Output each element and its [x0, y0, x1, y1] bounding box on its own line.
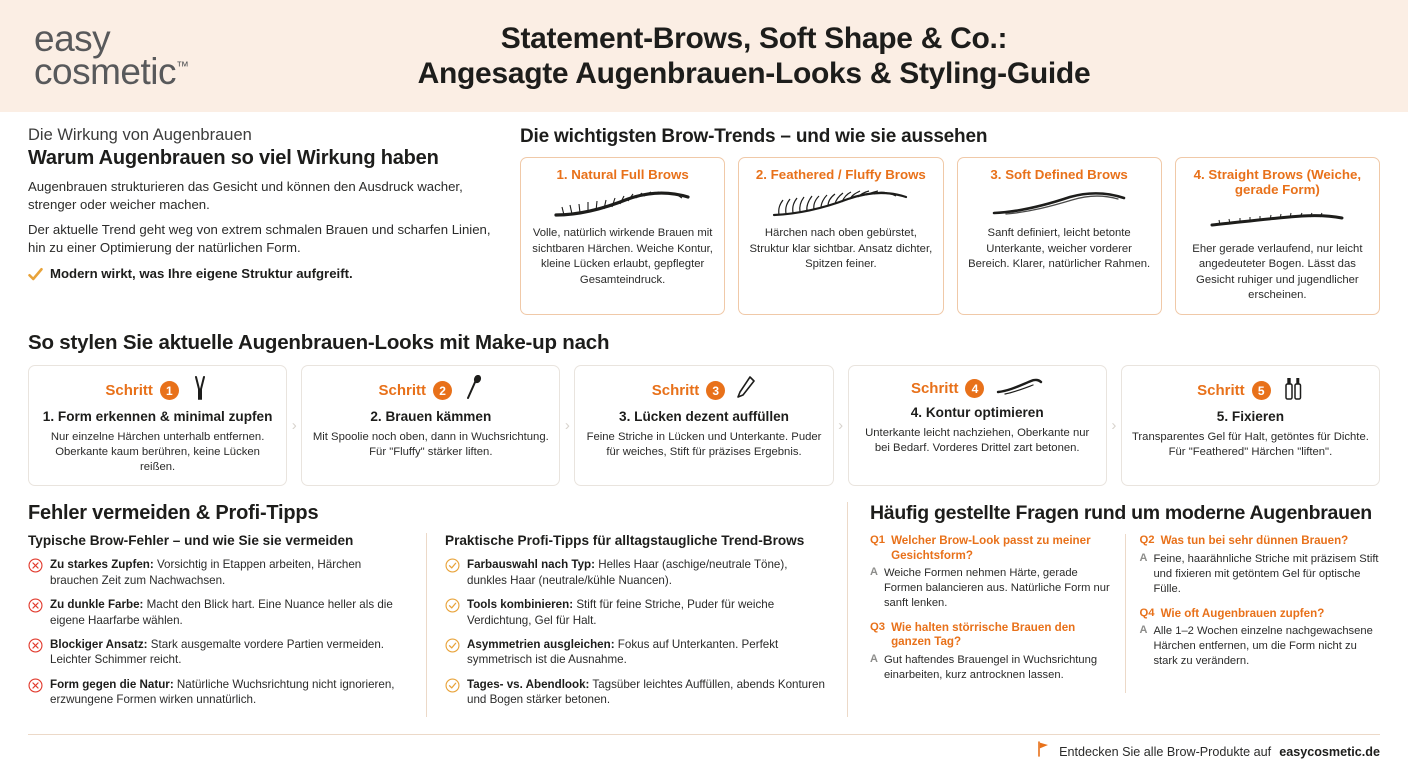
tip-rest: Fokus auf Unterkanten. Perfekt symmetrisch ist die Ausnahme.	[467, 637, 779, 667]
faq-answer-tag: A	[1139, 551, 1148, 564]
logo-line-2: cosmetic™	[34, 51, 189, 92]
faq-question-text: Wie halten störrische Brauen den ganzen Tag?	[891, 620, 1076, 649]
mistake-rest: Macht den Blick hart. Eine Nuance heller als die eigene Haarfarbe wählen.	[50, 598, 393, 627]
tip-lead: Farbauswahl nach Typ:	[467, 558, 595, 572]
step-number-badge: 5	[1252, 381, 1271, 400]
faq-question-text: Welcher Brow-Look passt zu meiner Gesichtsform?	[891, 534, 1091, 562]
mistake-rest: Vorsichtig in Etappen arbeiten, Härchen brauchen Zeit zum Nachwachsen.	[50, 558, 362, 587]
footer-text: Entdecken Sie alle Brow-Produkte auf	[1059, 744, 1272, 759]
faq-question-tag: Q2	[1139, 534, 1155, 547]
step-header	[105, 375, 210, 406]
step-word: Schritt	[910, 380, 959, 398]
step-desc: Transparentes Gel für Halt, getöntes für Dichte. Für "Feathered" Härchen "liften".	[1131, 430, 1369, 458]
tip-lead: Asymmetrien ausgleichen:	[467, 637, 615, 651]
mistake-item	[28, 557, 408, 588]
mistake-lead: Form gegen die Natur:	[50, 677, 174, 691]
page-footer	[28, 734, 1380, 768]
mistake-lead: Zu dunkle Farbe:	[50, 598, 144, 612]
step-desc: Unterkante leicht nachziehen, Oberkante nur bei Bedarf. Vorderes Drittel zart betonen.	[865, 426, 1090, 454]
step-number-badge: 4	[965, 379, 984, 398]
mistake-item	[28, 597, 408, 628]
page-title	[278, 21, 1380, 92]
step-title: 3. Lücken dezent auffüllen	[619, 409, 789, 425]
title-line-2: Angesagte Augenbrauen-Looks & Styling-Guide	[417, 57, 1091, 90]
step-number-badge: 2	[433, 381, 452, 400]
page-header	[0, 0, 1408, 112]
faq-question-tag: Q4	[1139, 606, 1155, 619]
intro-paragraph-1: Augenbrauen strukturieren das Gesicht und können den Ausdruck wacher, strenger oder weicher machen.	[28, 179, 463, 212]
trend-card-title: 4. Straight Brows (Weiche, gerade Form)	[1193, 167, 1362, 198]
faq-question-tag: Q3	[870, 620, 886, 633]
trend-card-title: 2. Feathered / Fluffy Brows	[755, 167, 926, 182]
intro-highlight-text: Modern wirkt, was Ihre eigene Struktur aufgreift.	[50, 266, 353, 282]
tweezers-icon	[190, 375, 210, 406]
tips-column	[427, 533, 825, 716]
brow-shape-icon	[995, 375, 1043, 402]
title-line-1: Statement-Brows, Soft Shape & Co.:	[500, 21, 1008, 55]
check-circle-icon	[445, 558, 460, 578]
step-arrow-icon: ›	[291, 417, 297, 435]
step-word: Schritt	[105, 382, 153, 400]
step-desc: Nur einzelne Härchen unterhalb entfernen. Oberkante kaum berühren, keine Lücken reißen.	[50, 430, 265, 474]
faq-answer-tag: A	[870, 566, 878, 579]
step-desc: Feine Striche in Lücken und Unterkante. Puder für weiches, Stift für präzises Ergebnis.	[586, 430, 822, 458]
faq-answer-text: Gut haftendes Brauengel in Wuchsrichtung einarbeiten, kurz antrocknen lassen.	[883, 653, 1098, 681]
faq-item	[1140, 607, 1381, 669]
logo-line-1: easy	[34, 18, 111, 60]
step-word: Schritt	[378, 382, 427, 400]
trend-card	[1175, 157, 1380, 315]
tip-item	[445, 677, 825, 708]
mistake-item	[28, 637, 408, 668]
step-arrow-icon: ›	[1111, 417, 1117, 435]
faq-item	[870, 621, 1111, 683]
step-header	[379, 375, 484, 406]
step-arrow-icon: ›	[564, 417, 570, 435]
intro-highlight	[28, 266, 494, 287]
faq-grid	[870, 534, 1380, 692]
mistake-item	[28, 677, 408, 708]
mistakes-column-title: Typische Brow-Fehler – und wie Sie sie vermeiden	[28, 533, 354, 549]
steps-title: So stylen Sie aktuelle Augenbrauen-Looks mit Make-up nach	[28, 331, 610, 355]
feathered-fluffy-brow-icon	[766, 184, 916, 226]
step-word: Schritt	[651, 382, 700, 400]
mistake-lead: Zu starkes Zupfen:	[50, 558, 154, 572]
faq-answer-text: Feine, haarähnliche Striche mit präzisem Stift und fixieren mit getöntem Gel für optische Fülle.	[1153, 552, 1379, 595]
mistake-rest: Stark ausgemalte vordere Partien vermeiden. Leichter Schimmer reicht.	[50, 637, 385, 667]
step-title: 2. Brauen kämmen	[370, 409, 492, 425]
intro-block	[28, 126, 494, 315]
trademark-symbol: ™	[175, 58, 189, 74]
trend-card-title: 1. Natural Full Brows	[556, 167, 689, 182]
tip-lead: Tools kombinieren:	[467, 598, 574, 612]
faq-column-left	[870, 534, 1126, 692]
step-card-1	[28, 365, 287, 486]
trend-card-desc: Sanft definiert, leicht betonte Unterkante, weicher vorderer Bereich. Klarer, natürlicher Rahmen.	[968, 227, 1151, 271]
trend-card-desc: Volle, natürlich wirkende Brauen mit sichtbaren Härchen. Weiche Kontur, kleine Lücken erlaubt, gepflegter Gesamteindruck.	[532, 227, 713, 286]
step-header	[1197, 375, 1304, 406]
tip-item	[445, 557, 825, 588]
faq-item	[1140, 534, 1381, 596]
trend-card-desc: Eher gerade verlaufend, nur leicht angedeuteter Bogen. Lässt das Gesicht ruhiger und jugendlicher erscheinen.	[1192, 242, 1363, 301]
faq-answer-tag: A	[1139, 623, 1148, 636]
faq-question-text: Was tun bei sehr dünnen Brauen?	[1160, 534, 1349, 548]
step-number-badge: 3	[706, 381, 725, 400]
faq-answer-text: Alle 1–2 Wochen einzelne nachgewachsene Härchen entfernen, um die Form nicht zu stark zu verändern.	[1153, 624, 1373, 667]
tip-item	[445, 637, 825, 668]
tips-column-title: Praktische Profi-Tipps für alltagstaugliche Trend-Brows	[445, 533, 805, 549]
intro-title: Warum Augenbrauen so viel Wirkung haben	[28, 147, 439, 169]
faq-question-text: Wie oft Augenbrauen zupfen?	[1160, 606, 1325, 620]
tip-rest: Helles Haar (aschige/neutrale Töne), dunkles Haar (neutrale/kühle Nuancen).	[467, 558, 788, 587]
cross-circle-icon	[28, 678, 43, 698]
faq-block	[848, 502, 1380, 716]
trend-card	[957, 157, 1162, 315]
cross-circle-icon	[28, 558, 43, 578]
brow-gel-icon	[1282, 375, 1304, 406]
tip-rest: Tagsüber leichtes Auffüllen, abends Konturen und Bogen stärker betonen.	[467, 677, 825, 707]
brow-pencil-icon	[736, 375, 756, 406]
faq-column-right	[1126, 534, 1381, 692]
footer-brand-link[interactable]: easycosmetic.de	[1279, 744, 1380, 759]
trends-title: Die wichtigsten Brow-Trends – und wie sie aussehen	[520, 126, 988, 147]
brand-logo	[28, 18, 278, 92]
trend-card	[520, 157, 725, 315]
check-circle-icon	[445, 678, 460, 698]
cross-circle-icon	[28, 598, 43, 618]
trend-card	[738, 157, 943, 315]
step-card-4	[848, 365, 1107, 486]
step-header	[652, 375, 757, 406]
soft-defined-brow-icon	[984, 184, 1134, 226]
mistake-lead: Blockiger Ansatz:	[50, 637, 148, 651]
faq-title: Häufig gestellte Fragen rund um moderne Augenbrauen	[870, 502, 1372, 525]
straight-brow-icon	[1202, 200, 1352, 242]
step-card-3	[574, 365, 833, 486]
faq-item	[870, 534, 1111, 611]
trend-card-desc: Härchen nach oben gebürstet, Struktur klar sichtbar. Ansatz dichter, Spitzen feiner.	[749, 227, 933, 271]
tip-lead: Tages- vs. Abendlook:	[467, 677, 590, 691]
step-word: Schritt	[1197, 382, 1245, 400]
trend-card-title: 3. Soft Defined Brows	[990, 167, 1128, 182]
top-section	[28, 126, 1380, 315]
flag-icon	[1037, 741, 1051, 762]
faq-answer-text: Weiche Formen nehmen Härte, gerade Formen balancieren aus. Natürliche Form nur sanft lenken.	[883, 567, 1110, 610]
step-title: 5. Fixieren	[1216, 409, 1285, 425]
tip-rest: Stift für feine Striche, Puder für weiche Verdichtung, Gel für Halt.	[467, 598, 775, 627]
bottom-section	[28, 502, 1380, 716]
mistakes-tips-block	[28, 502, 848, 716]
step-desc: Mit Spoolie noch oben, dann in Wuchsrichtung. Für "Fluffy" stärker liften.	[312, 430, 549, 458]
mistakes-section-title: Fehler vermeiden & Profi-Tipps	[28, 502, 319, 525]
check-icon	[28, 267, 43, 287]
steps-list	[28, 365, 1380, 486]
natural-full-brow-icon	[548, 184, 698, 226]
step-number-badge: 1	[160, 381, 179, 400]
steps-section	[28, 331, 1380, 486]
check-circle-icon	[445, 638, 460, 658]
mistake-rest: Natürliche Wuchsrichtung nicht ignorieren, erzwungene Formen wirken unnatürlich.	[50, 677, 395, 707]
intro-paragraph-2: Der aktuelle Trend geht weg von extrem schmalen Brauen und scharfen Linien, hin zu einer Optimierung der natürlichen Form.	[28, 222, 491, 255]
faq-answer-tag: A	[870, 652, 878, 665]
trends-block	[520, 126, 1380, 315]
step-title: 1. Form erkennen & minimal zupfen	[42, 409, 273, 425]
step-arrow-icon: ›	[838, 417, 844, 435]
spoolie-brush-icon	[463, 375, 483, 406]
faq-question-tag: Q1	[870, 534, 886, 547]
intro-kicker: Die Wirkung von Augenbrauen	[28, 126, 252, 144]
check-circle-icon	[445, 598, 460, 618]
tip-item	[445, 597, 825, 628]
step-card-5	[1121, 365, 1380, 486]
trend-card-list	[520, 157, 1380, 315]
cross-circle-icon	[28, 638, 43, 658]
step-card-2	[301, 365, 560, 486]
page-body	[0, 112, 1408, 734]
step-title: 4. Kontur optimieren	[910, 405, 1044, 421]
step-header	[911, 375, 1044, 402]
mistakes-column	[28, 533, 427, 716]
